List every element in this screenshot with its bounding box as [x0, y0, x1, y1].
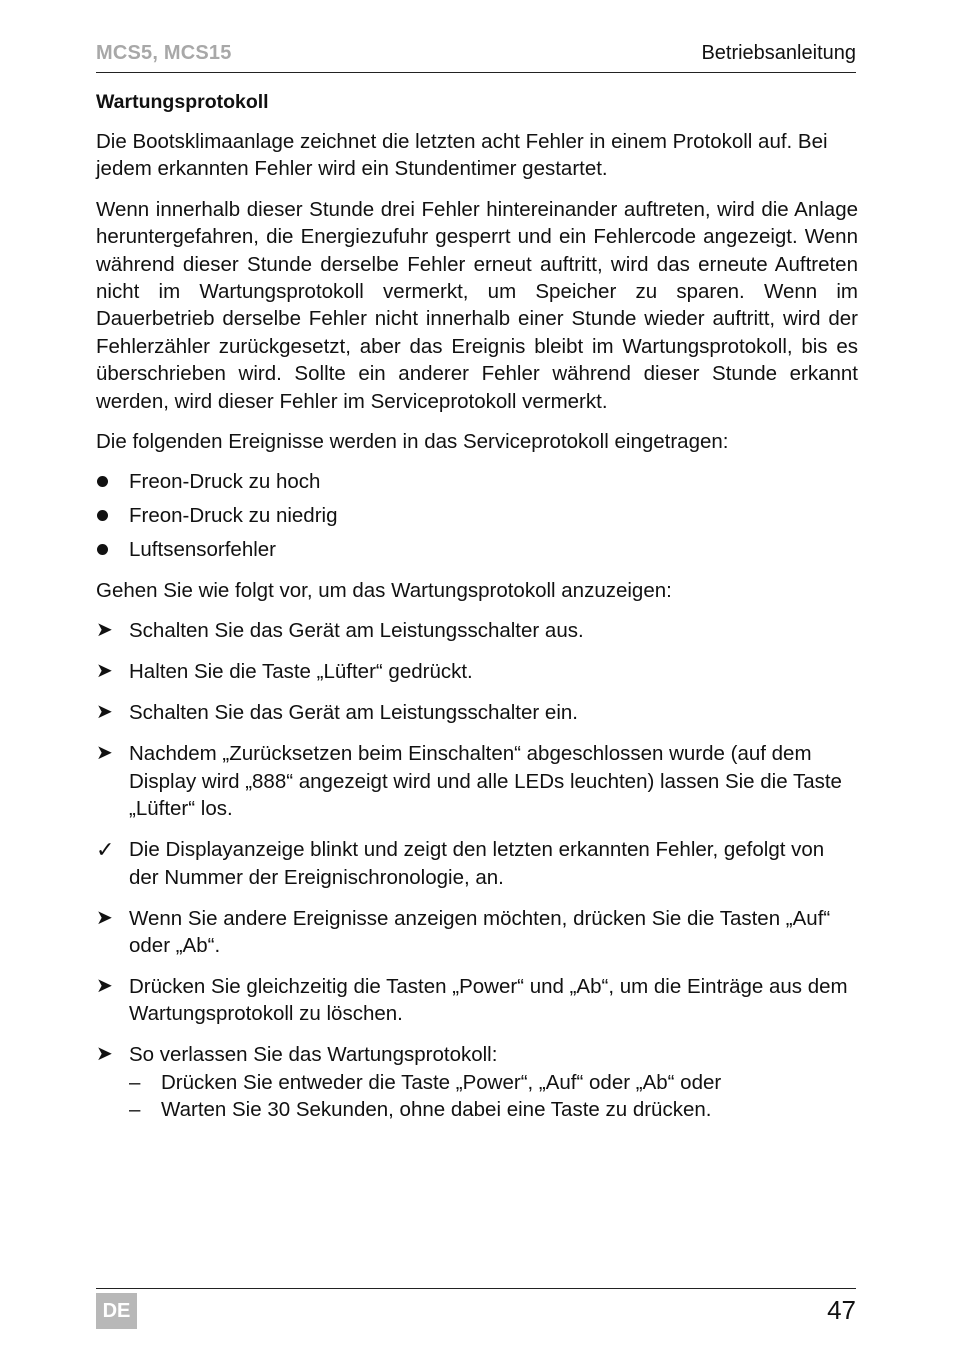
list-item: Freon-Druck zu hoch: [96, 468, 858, 495]
step-item: ➤ Drücken Sie gleichzeitig die Tasten „Power“ und „Ab“, um die Einträge aus dem Wartungsprotokoll zu löschen.: [96, 974, 848, 1026]
bullet-icon: [97, 476, 108, 487]
product-name: MCS5, MCS15: [96, 42, 232, 64]
page-footer: [96, 1288, 856, 1325]
arrow-icon: ➤: [96, 660, 113, 683]
bullet-icon: [97, 510, 108, 521]
arrow-icon: ➤: [96, 1043, 113, 1066]
sub-item: – Warten Sie 30 Sekunden, ohne dabei eine Taste zu drücken.: [129, 1096, 858, 1123]
intro-paragraph: Die Bootsklimaanlage zeichnet die letzten acht Fehler in einem Protokoll auf. Bei jedem erkannten Fehler wird ein Stundentimer gestartet.: [96, 130, 828, 181]
behavior-paragraph: Wenn innerhalb dieser Stunde drei Fehler hintereinander auftreten, wird die Anlage heruntergefahren, die Energiezufuhr gesperrt und ein Fehlercode angezeigt. Wenn während dieser Stunde derselbe Fehler erneut auftritt, wird das erneute Auftreten nicht im Wartungsprotokoll vermerkt, um Speicher zu sparen. Wenn im Dauerbetrieb derselbe Fehler nicht innerhalb einer Stunde wieder auftritt, wird der Fehlerzähler zurückgesetzt, aber das Ereignis bleibt im Wartungsprotokoll, bis es überschrieben wird. Sollte ein anderer Fehler während dieser Stunde erkannt werden, wird dieser Fehler im Serviceprotokoll vermerkt.: [96, 197, 858, 413]
language-badge: DE: [96, 1293, 137, 1329]
step-item: ➤ Halten Sie die Taste „Lüfter“ gedrückt.: [96, 658, 858, 685]
sub-item: – Drücken Sie entweder die Taste „Power“, „Auf“ oder „Ab“ oder: [129, 1069, 858, 1096]
step-item: ➤ Nachdem „Zurücksetzen beim Einschalten“ abgeschlossen wurde (auf dem Display wird „888“ angezeigt wird und alle LEDs leuchten) lassen Sie die Taste „Lüfter“ los.: [96, 742, 842, 821]
arrow-icon: ➤: [96, 619, 113, 642]
arrow-icon: ➤: [96, 906, 113, 929]
dash-icon: –: [129, 1070, 141, 1094]
list-item: Luftsensorfehler: [96, 536, 858, 563]
list-item: Freon-Druck zu niedrig: [96, 502, 858, 529]
events-intro-paragraph: Die folgenden Ereignisse werden in das Serviceprotokoll eingetragen:: [96, 430, 729, 454]
exit-step: ➤ So verlassen Sie das Wartungsprotokoll: – Drücken Sie entweder die Taste „Power“, „Auf“ oder „Ab“ oder – Warten Sie 30 Sekunden, ohne dabei eine Taste zu drücken.: [96, 1041, 858, 1123]
checkmark-icon: ✓: [96, 837, 115, 863]
page-content: [96, 88, 858, 1137]
arrow-icon: ➤: [96, 742, 113, 765]
page-number: 47: [827, 1295, 856, 1325]
bullet-icon: [97, 544, 108, 555]
page-header: [96, 40, 856, 73]
step-item: ➤ Wenn Sie andere Ereignisse anzeigen möchten, drücken Sie die Tasten „Auf“ oder „Ab“.: [96, 906, 831, 957]
arrow-icon: ➤: [96, 974, 113, 997]
section-title: Wartungsprotokoll: [96, 91, 269, 113]
event-list: [96, 468, 858, 563]
dash-icon: –: [129, 1098, 141, 1122]
step-item: ➤ Schalten Sie das Gerät am Leistungsschalter ein.: [96, 699, 858, 726]
arrow-icon: ➤: [96, 701, 113, 724]
result-item: ✓ Die Displayanzeige blinkt und zeigt den letzten erkannten Fehler, gefolgt von der Nummer der Ereignischronologie, an.: [96, 837, 825, 889]
procedure-intro: Gehen Sie wie folgt vor, um das Wartungsprotokoll anzuzeigen:: [96, 578, 672, 602]
step-item: ➤ Schalten Sie das Gerät am Leistungsschalter aus.: [96, 617, 858, 644]
document-type: Betriebsanleitung: [701, 42, 856, 64]
